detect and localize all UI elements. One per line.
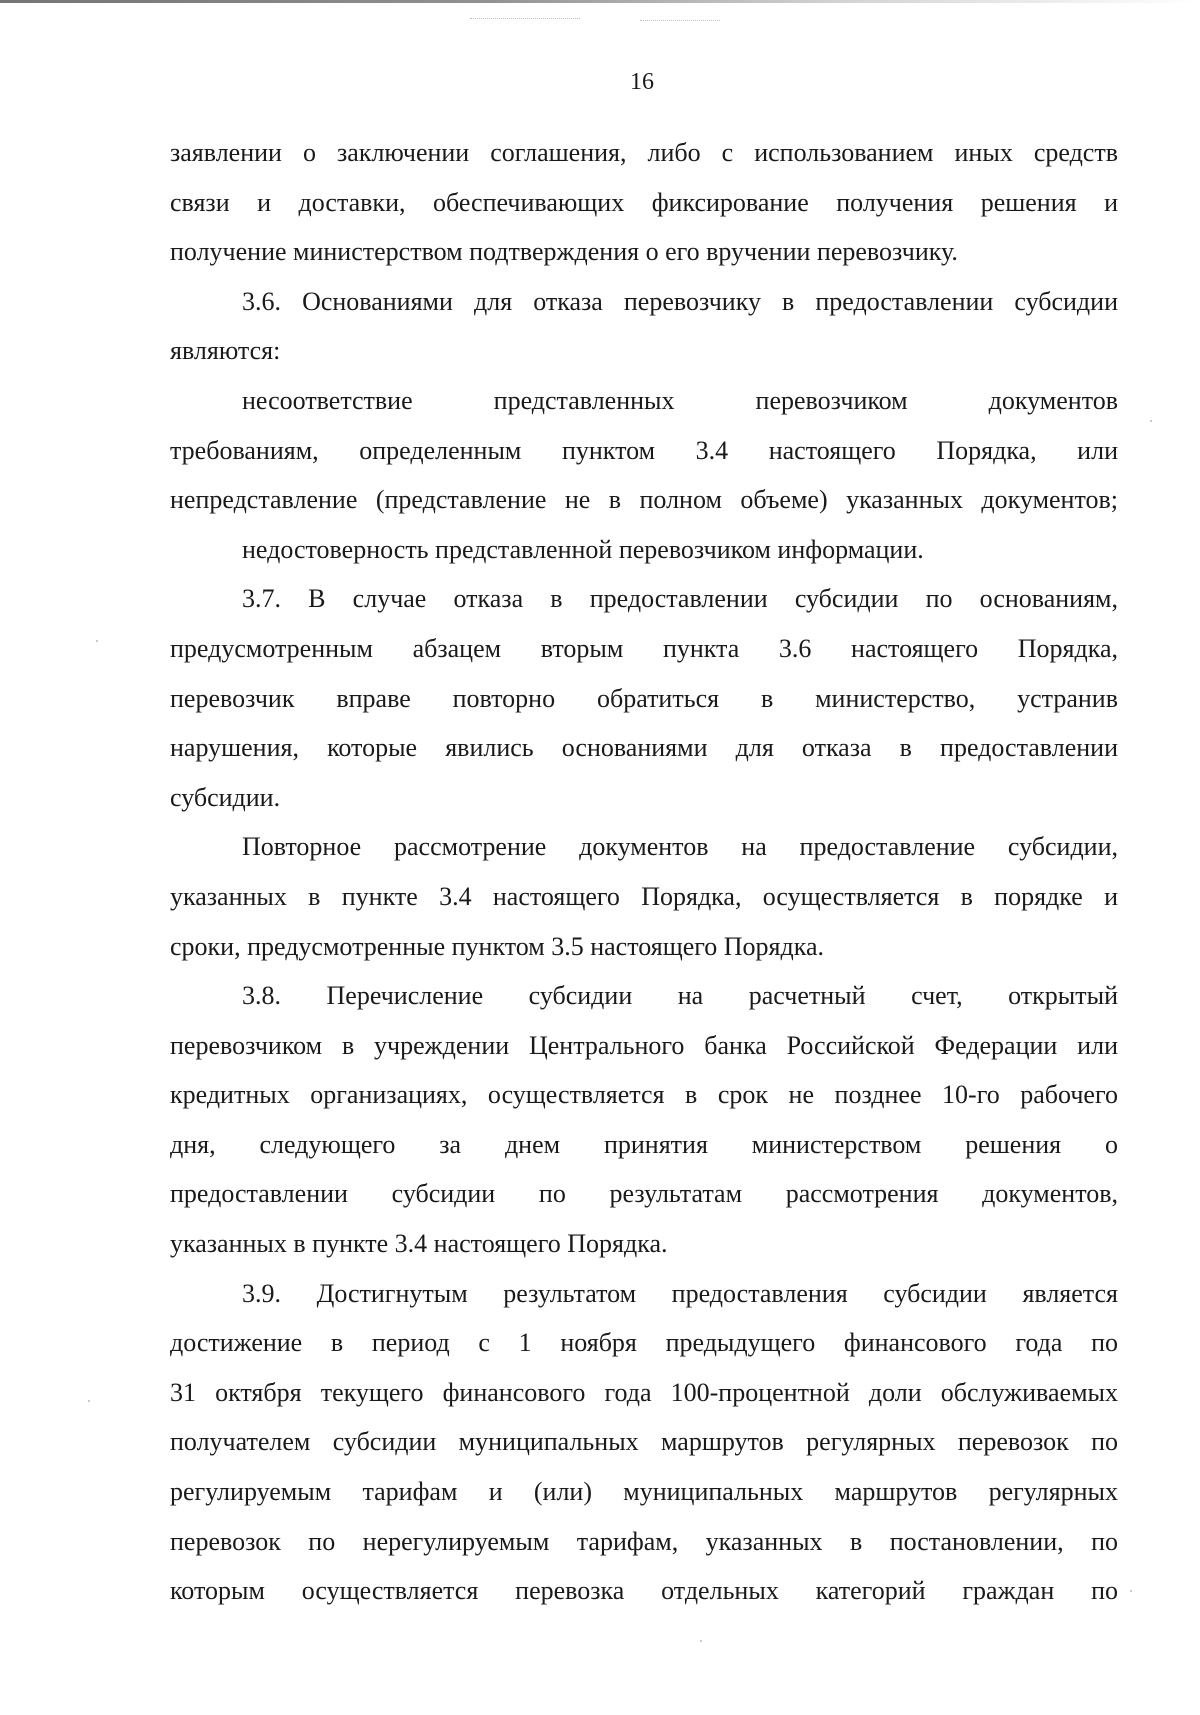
text-line: недостоверность представленной перевозчиком информации. xyxy=(242,534,924,564)
text-line: 31 октября текущего финансового года 100-процентной доли обслуживаемых xyxy=(170,1377,1118,1407)
text-line: 3.6. Основаниями для отказа перевозчику в предоставлении субсидии xyxy=(242,286,1118,316)
scan-noise-artifact xyxy=(640,20,720,35)
text-line: предоставлении субсидии по результатам рассмотрения документов, xyxy=(170,1179,1118,1209)
scan-speck xyxy=(96,640,98,642)
page-number: 16 xyxy=(630,69,654,95)
text-line: являются: xyxy=(170,336,281,366)
text-line: перевозок по нерегулируемым тарифам, указанных в постановлении, по xyxy=(170,1526,1118,1556)
text-line: 3.9. Достигнутым результатом предоставления субсидии является xyxy=(242,1278,1118,1308)
text-line: предусмотренным абзацем вторым пункта 3.6 настоящего Порядка, xyxy=(170,633,1118,663)
text-line: субсидии. xyxy=(170,782,281,812)
text-line: которым осуществляется перевозка отдельных категорий граждан по xyxy=(170,1576,1118,1606)
text-line: несоответствие представленных перевозчиком документов xyxy=(242,385,1118,415)
scan-speck xyxy=(1150,420,1152,422)
text-line: получение министерством подтверждения о его вручении перевозчику. xyxy=(170,237,958,267)
text-line: регулируемым тарифам и (или) муниципальных маршрутов регулярных xyxy=(170,1477,1118,1507)
text-line: получателем субсидии муниципальных маршрутов регулярных перевозок по xyxy=(170,1427,1118,1457)
text-line: указанных в пункте 3.4 настоящего Порядка, осуществляется в порядке и xyxy=(170,881,1118,911)
text-line: указанных в пункте 3.4 настоящего Порядка. xyxy=(170,1229,668,1259)
scan-noise-artifact xyxy=(470,18,580,33)
scan-edge-artifact xyxy=(0,0,1200,3)
text-line: достижение в период с 1 ноября предыдущего финансового года по xyxy=(170,1328,1118,1358)
text-line: заявлении о заключении соглашения, либо с использованием иных средств xyxy=(170,138,1118,167)
scan-speck xyxy=(1130,1590,1132,1592)
text-line: требованиям, определенным пунктом 3.4 настоящего Порядка, или xyxy=(170,435,1118,465)
text-line: перевозчиком в учреждении Центрального банка Российской Федерации или xyxy=(170,1030,1118,1060)
text-line: 3.7. В случае отказа в предоставлении субсидии по основаниям, xyxy=(242,584,1118,614)
text-line: Повторное рассмотрение документов на предоставление субсидии, xyxy=(242,832,1118,862)
text-line: дня, следующего за днем принятия министерством решения о xyxy=(170,1129,1118,1159)
text-line: связи и доставки, обеспечивающих фиксирование получения решения и xyxy=(170,187,1118,217)
text-line: сроки, предусмотренные пунктом 3.5 настоящего Порядка. xyxy=(170,931,825,961)
text-line: перевозчик вправе повторно обратиться в министерство, устранив xyxy=(170,683,1118,713)
document-body xyxy=(170,128,1118,1616)
text-line: непредставление (представление не в полном объеме) указанных документов; xyxy=(170,485,1118,515)
scan-speck xyxy=(700,1640,702,1642)
text-line: 3.8. Перечисление субсидии на расчетный счет, открытый xyxy=(242,981,1118,1011)
scan-speck xyxy=(88,1400,90,1402)
text-line: нарушения, которые явились основаниями для отказа в предоставлении xyxy=(170,733,1118,763)
text-line: кредитных организациях, осуществляется в срок не позднее 10-го рабочего xyxy=(170,1080,1118,1110)
